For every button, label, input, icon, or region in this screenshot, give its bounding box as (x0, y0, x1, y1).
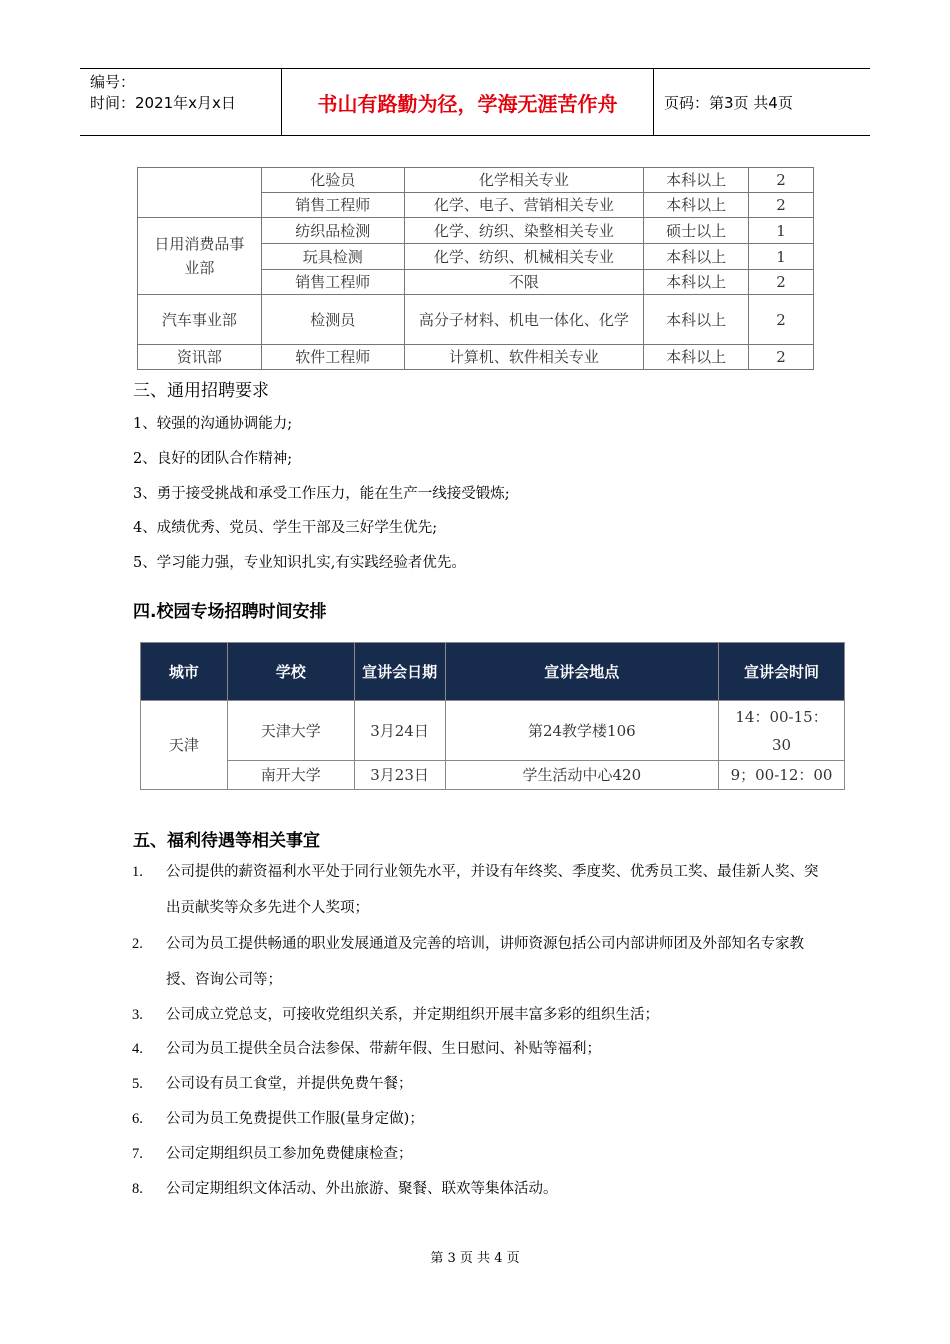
benefit-text: 公司为员工提供全员合法参保、带薪年假、生日慰问、补贴等福利； (166, 1041, 601, 1057)
major-cell: 化学相关专业 (404, 168, 644, 193)
column-header: 宣讲会时间 (719, 643, 845, 701)
city-cell: 天津 (141, 701, 228, 790)
count-cell: 1 (749, 218, 814, 244)
benefit-text: 公司为员工免费提供工作服(量身定做)； (166, 1111, 424, 1127)
major-cell: 化学、电子、营销相关专业 (404, 193, 644, 218)
column-header: 城市 (141, 643, 228, 701)
count-cell: 2 (749, 295, 814, 345)
place-cell: 学生活动中心420 (445, 761, 719, 790)
title-cell: 软件工程师 (261, 345, 404, 370)
title-cell: 玩具检测 (261, 244, 404, 270)
major-cell: 化学、纺织、染整相关专业 (404, 218, 644, 244)
count-cell: 2 (749, 168, 814, 193)
benefit-text: 公司定期组织员工参加免费健康检查； (166, 1146, 413, 1162)
table-header-row (141, 643, 845, 701)
table-row (141, 701, 845, 761)
degree-cell: 本科以上 (644, 193, 749, 218)
benefit-number: 1. (132, 864, 143, 880)
benefit-text: 公司定期组织文体活动、外出旅游、聚餐、联欢等集体活动。 (166, 1181, 558, 1197)
benefit-text: 公司提供的薪资福利水平处于同行业领先水平，并设有年终奖、季度奖、优秀员工奖、最佳新人奖、突出贡献奖等众多先进个人奖项； (166, 864, 819, 916)
table-row (138, 345, 814, 370)
title-cell: 纺织品检测 (261, 218, 404, 244)
place-cell: 第24教学楼106 (445, 701, 719, 761)
benefit-number: 8. (132, 1181, 143, 1197)
column-header: 学校 (227, 643, 354, 701)
schedule-table (140, 642, 845, 790)
count-cell: 2 (749, 270, 814, 295)
degree-cell: 本科以上 (644, 295, 749, 345)
page-footer: 第 3 页 共 4 页 (430, 1251, 520, 1266)
benefit-number: 3. (132, 1007, 143, 1023)
benefit-text: 公司设有员工食堂，并提供免费午餐； (166, 1076, 413, 1092)
table-row (138, 295, 814, 345)
count-cell: 2 (749, 345, 814, 370)
requirement-item: 5、学习能力强，专业知识扎实,有实践经验者优先。 (133, 555, 466, 571)
benefit-number: 7. (132, 1146, 143, 1162)
benefit-number: 5. (132, 1076, 143, 1092)
benefit-text: 公司成立党总支，可接收党组织关系，并定期组织开展丰富多彩的组织生活； (166, 1007, 659, 1023)
degree-cell: 本科以上 (644, 244, 749, 270)
count-cell: 2 (749, 193, 814, 218)
major-cell: 不限 (404, 270, 644, 295)
requirement-item: 1、较强的沟通协调能力; (133, 416, 293, 432)
benefit-number: 6. (132, 1111, 143, 1127)
table-row (141, 761, 845, 790)
requirement-item: 2、良好的团队合作精神; (133, 451, 293, 467)
title-cell: 销售工程师 (261, 270, 404, 295)
title-cell: 化验员 (261, 168, 404, 193)
dept-cell: 汽车事业部 (138, 295, 262, 345)
benefit-text: 公司为员工提供畅通的职业发展通道及完善的培训，讲师资源包括公司内部讲师团及外部知名专家教授、咨询公司等； (166, 936, 804, 988)
requirement-item: 4、成绩优秀、党员、学生干部及三好学生优先; (133, 520, 438, 536)
header-motto: 书山有路勤为径，学海无涯苦作舟 (282, 69, 654, 135)
degree-cell: 本科以上 (644, 168, 749, 193)
column-header: 宣讲会日期 (354, 643, 445, 701)
degree-cell: 硕士以上 (644, 218, 749, 244)
school-cell: 天津大学 (227, 701, 354, 761)
dept-cell (138, 168, 262, 218)
school-cell: 南开大学 (227, 761, 354, 790)
benefit-number: 4. (132, 1041, 143, 1057)
major-cell: 计算机、软件相关专业 (404, 345, 644, 370)
count-cell: 1 (749, 244, 814, 270)
time-cell: 9；00-12：00 (719, 761, 845, 790)
major-cell: 高分子材料、机电一体化、化学 (404, 295, 644, 345)
number-label: 编号： (90, 73, 136, 91)
degree-cell: 本科以上 (644, 270, 749, 295)
section3-title: 三、通用招聘要求 (133, 381, 269, 401)
major-cell: 化学、纺织、机械相关专业 (404, 244, 644, 270)
title-cell: 销售工程师 (261, 193, 404, 218)
title-cell: 检测员 (261, 295, 404, 345)
table-row (138, 168, 814, 193)
column-header: 宣讲会地点 (445, 643, 719, 701)
table-row (138, 218, 814, 244)
degree-cell: 本科以上 (644, 345, 749, 370)
benefit-number: 2. (132, 936, 143, 952)
section5-title: 五、福利待遇等相关事宜 (133, 831, 320, 851)
header-meta (80, 69, 282, 135)
dept-cell: 日用消费品事业部 (138, 218, 262, 295)
requirement-item: 3、勇于接受挑战和承受工作压力，能在生产一线接受锻炼; (133, 486, 510, 502)
dept-cell: 资讯部 (138, 345, 262, 370)
time-label: 时间：2021年x月x日 (90, 94, 236, 112)
date-cell: 3月24日 (354, 701, 445, 761)
time-cell: 14：00-15：30 (719, 701, 845, 761)
header-page-info: 页码：第3页 共4页 (664, 93, 793, 112)
date-cell: 3月23日 (354, 761, 445, 790)
section4-title: 四.校园专场招聘时间安排 (133, 602, 327, 622)
positions-table (137, 167, 814, 370)
page-header (80, 68, 870, 136)
